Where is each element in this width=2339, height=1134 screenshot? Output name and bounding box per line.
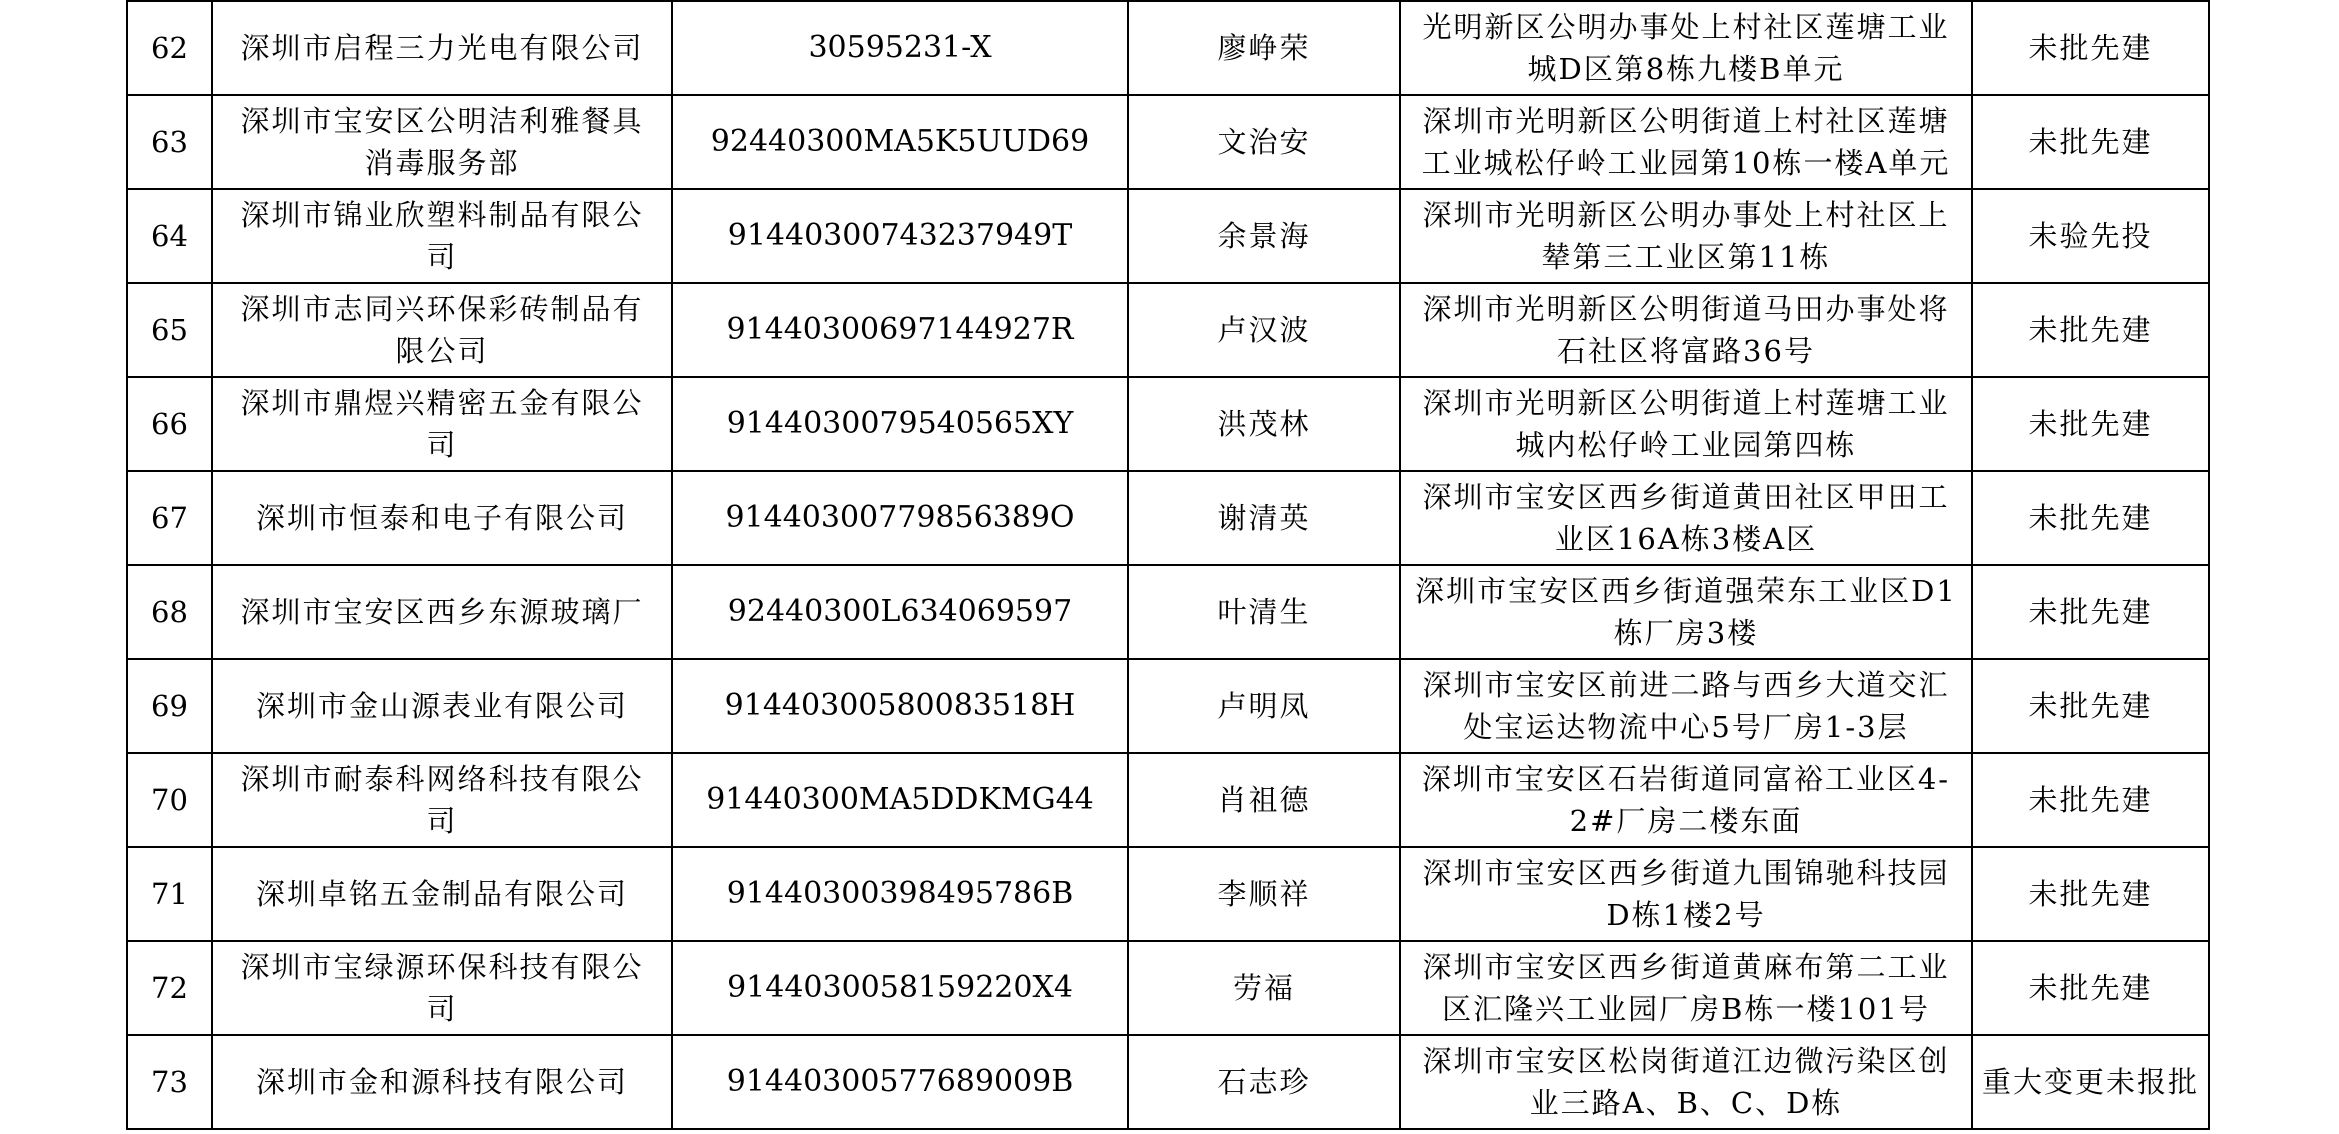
company-address: 光明新区公明办事处上村社区莲塘工业城D区第8栋九楼B单元 (1400, 1, 1972, 95)
table-row (127, 189, 2209, 283)
legal-representative: 余景海 (1128, 189, 1400, 283)
legal-representative: 李顺祥 (1128, 847, 1400, 941)
company-address: 深圳市光明新区公明街道上村社区莲塘工业城松仔岭工业园第10栋一楼A单元 (1400, 95, 1972, 189)
credit-code: 92440300L634069597 (672, 565, 1128, 659)
table-row (127, 471, 2209, 565)
violation-status: 未验先投 (1972, 189, 2209, 283)
company-address: 深圳市宝安区西乡街道黄田社区甲田工业区16A栋3楼A区 (1400, 471, 1972, 565)
table-row (127, 941, 2209, 1035)
company-address: 深圳市光明新区公明街道上村莲塘工业城内松仔岭工业园第四栋 (1400, 377, 1972, 471)
credit-code: 30595231-X (672, 1, 1128, 95)
company-address: 深圳市宝安区松岗街道江边微污染区创业三路A、B、C、D栋 (1400, 1035, 1972, 1129)
row-number: 64 (127, 189, 212, 283)
credit-code: 91440300580083518H (672, 659, 1128, 753)
table-row (127, 659, 2209, 753)
company-name: 深圳市志同兴环保彩砖制品有限公司 (212, 283, 672, 377)
company-address: 深圳市光明新区公明办事处上村社区上辇第三工业区第11栋 (1400, 189, 1972, 283)
row-number: 73 (127, 1035, 212, 1129)
company-address: 深圳市光明新区公明街道马田办事处将石社区将富路36号 (1400, 283, 1972, 377)
row-number: 65 (127, 283, 212, 377)
credit-code: 91440300779856389O (672, 471, 1128, 565)
company-name: 深圳市锦业欣塑料制品有限公司 (212, 189, 672, 283)
table-body (127, 1, 2209, 1129)
violation-status: 重大变更未报批 (1972, 1035, 2209, 1129)
violation-status: 未批先建 (1972, 377, 2209, 471)
credit-code: 91440300398495786B (672, 847, 1128, 941)
legal-representative: 文治安 (1128, 95, 1400, 189)
legal-representative: 洪茂林 (1128, 377, 1400, 471)
table-row (127, 283, 2209, 377)
legal-representative: 石志珍 (1128, 1035, 1400, 1129)
company-name: 深圳市宝安区公明洁利雅餐具消毒服务部 (212, 95, 672, 189)
legal-representative: 卢汉波 (1128, 283, 1400, 377)
violation-status: 未批先建 (1972, 847, 2209, 941)
legal-representative: 肖祖德 (1128, 753, 1400, 847)
company-address: 深圳市宝安区石岩街道同富裕工业区4-2#厂房二楼东面 (1400, 753, 1972, 847)
company-address: 深圳市宝安区西乡街道黄麻布第二工业区汇隆兴工业园厂房B栋一楼101号 (1400, 941, 1972, 1035)
company-name: 深圳卓铭五金制品有限公司 (212, 847, 672, 941)
violation-status: 未批先建 (1972, 1, 2209, 95)
violation-status: 未批先建 (1972, 95, 2209, 189)
row-number: 62 (127, 1, 212, 95)
row-number: 68 (127, 565, 212, 659)
row-number: 72 (127, 941, 212, 1035)
violation-status: 未批先建 (1972, 753, 2209, 847)
table-row (127, 565, 2209, 659)
credit-code: 91440300697144927R (672, 283, 1128, 377)
legal-representative: 廖峥荣 (1128, 1, 1400, 95)
credit-code: 9144030079540565XY (672, 377, 1128, 471)
company-name: 深圳市金山源表业有限公司 (212, 659, 672, 753)
company-name: 深圳市耐泰科网络科技有限公司 (212, 753, 672, 847)
violation-status: 未批先建 (1972, 659, 2209, 753)
credit-code: 91440300743237949T (672, 189, 1128, 283)
enterprise-table (126, 0, 2210, 1130)
violation-status: 未批先建 (1972, 471, 2209, 565)
table-row (127, 847, 2209, 941)
company-name: 深圳市启程三力光电有限公司 (212, 1, 672, 95)
violation-status: 未批先建 (1972, 283, 2209, 377)
legal-representative: 谢清英 (1128, 471, 1400, 565)
row-number: 66 (127, 377, 212, 471)
table-row (127, 753, 2209, 847)
table-row (127, 377, 2209, 471)
violation-status: 未批先建 (1972, 941, 2209, 1035)
company-name: 深圳市恒泰和电子有限公司 (212, 471, 672, 565)
credit-code: 9144030058159220X4 (672, 941, 1128, 1035)
company-name: 深圳市鼎煜兴精密五金有限公司 (212, 377, 672, 471)
credit-code: 91440300577689009B (672, 1035, 1128, 1129)
company-address: 深圳市宝安区西乡街道九围锦驰科技园D栋1楼2号 (1400, 847, 1972, 941)
table-row (127, 1, 2209, 95)
row-number: 67 (127, 471, 212, 565)
legal-representative: 叶清生 (1128, 565, 1400, 659)
row-number: 70 (127, 753, 212, 847)
violation-status: 未批先建 (1972, 565, 2209, 659)
legal-representative: 劳福 (1128, 941, 1400, 1035)
credit-code: 91440300MA5DDKMG44 (672, 753, 1128, 847)
company-name: 深圳市宝绿源环保科技有限公司 (212, 941, 672, 1035)
credit-code: 92440300MA5K5UUD69 (672, 95, 1128, 189)
table-row (127, 1035, 2209, 1129)
row-number: 69 (127, 659, 212, 753)
legal-representative: 卢明凤 (1128, 659, 1400, 753)
company-name: 深圳市宝安区西乡东源玻璃厂 (212, 565, 672, 659)
table-row (127, 95, 2209, 189)
company-address: 深圳市宝安区前进二路与西乡大道交汇处宝运达物流中心5号厂房1-3层 (1400, 659, 1972, 753)
company-address: 深圳市宝安区西乡街道强荣东工业区D1栋厂房3楼 (1400, 565, 1972, 659)
row-number: 63 (127, 95, 212, 189)
row-number: 71 (127, 847, 212, 941)
company-name: 深圳市金和源科技有限公司 (212, 1035, 672, 1129)
